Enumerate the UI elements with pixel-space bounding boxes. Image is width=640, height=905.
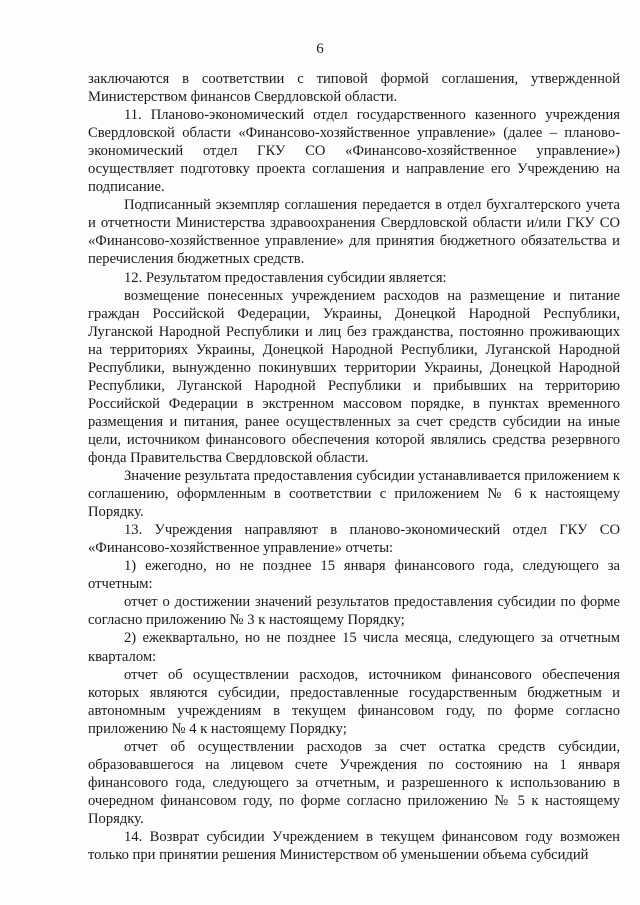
paragraph-report-results: отчет о достижении значений результатов предоставления субсидии по форме согласно приложению № 3 к настоящему Порядку; (88, 594, 620, 629)
paragraph-continuation: заключаются в соответствии с типовой формой соглашения, утвержденной Министерством финансов Свердловской области. (88, 71, 620, 106)
paragraph-item-11: 11. Планово-экономический отдел государственного казенного учреждения Свердловской области «Финансово-хозяйственное управление» (далее – планово-экономический отдел ГКУ СО «Финансово-хозяйственное управление») осуществляет подготовку проекта соглашения и направление его Учреждению на подписание. (88, 107, 620, 196)
paragraph-item-14: 14. Возврат субсидии Учреждением в текущем финансовом году возможен только при принятии решения Министерством об уменьшении объема субсидий (88, 828, 620, 864)
page-number: 6 (316, 41, 324, 57)
paragraph-quarterly-report: 2) ежеквартально, но не позднее 15 числа месяца, следующего за отчетным кварталом: (88, 630, 620, 665)
paragraph-item-12: 12. Результатом предоставления субсидии является: (124, 269, 447, 286)
paragraph-report-expenses: отчет об осуществлении расходов, источником финансового обеспечения которых являются субсидии, предоставленные государственным бюджетным и автономным учреждениям в текущем финансовом году, по форме согласно приложению № 4 к настоящему Порядку; (88, 666, 620, 737)
paragraph-item-13: 13. Учреждения направляют в планово-экономический отдел ГКУ СО «Финансово-хозяйственное управление» отчеты: (88, 522, 620, 557)
paragraph-result-value: Значение результата предоставления субсидии устанавливается приложением к соглашению, оформленным в соответствии с приложением № 6 к настоящему Порядку. (88, 468, 620, 521)
paragraph-report-remainder: отчет об осуществлении расходов за счет остатка средств субсидии, образовавшегося на лицевом счете Учреждения по состоянию на 1 января финансового года, следующего за отчетным, и разрешенного к использованию в очередном финансовом году, по форме согласно приложению № 5 к настоящему Порядку. (88, 738, 620, 827)
paragraph-annual-report: 1) ежегодно, но не позднее 15 января финансового года, следующего за отчетным: (88, 558, 620, 593)
paragraph-signed-copy: Подписанный экземпляр соглашения передается в отдел бухгалтерского учета и отчетности Министерства здравоохранения Свердловской области и/или ГКУ СО «Финансово-хозяйственное управление» для принятия бюджетного обязательства и перечисления бюджетных средств. (88, 197, 620, 268)
paragraph-result-description: возмещение понесенных учреждением расходов на размещение и питание граждан Российской Федерации, Украины, Донецкой Народной Республики, Луганской Народной Республики и лиц без гражданства, постоянно проживающих на территориях Украины, Донецкой Народной Республики, Луганской Народной Республики, вынужденно покинувших территории Украины, Донецкой Народной Республики, Луганской Народной Республики и прибывших на территорию Российской Федерации в экстренном массовом порядке, в пунктах временного размещения и питания, ранее осуществленных за счет средств субсидии на иные цели, источником финансового обеспечения которой являлись средства резервного фонда Правительства Свердловской области. (88, 287, 620, 466)
document-body (88, 70, 620, 864)
